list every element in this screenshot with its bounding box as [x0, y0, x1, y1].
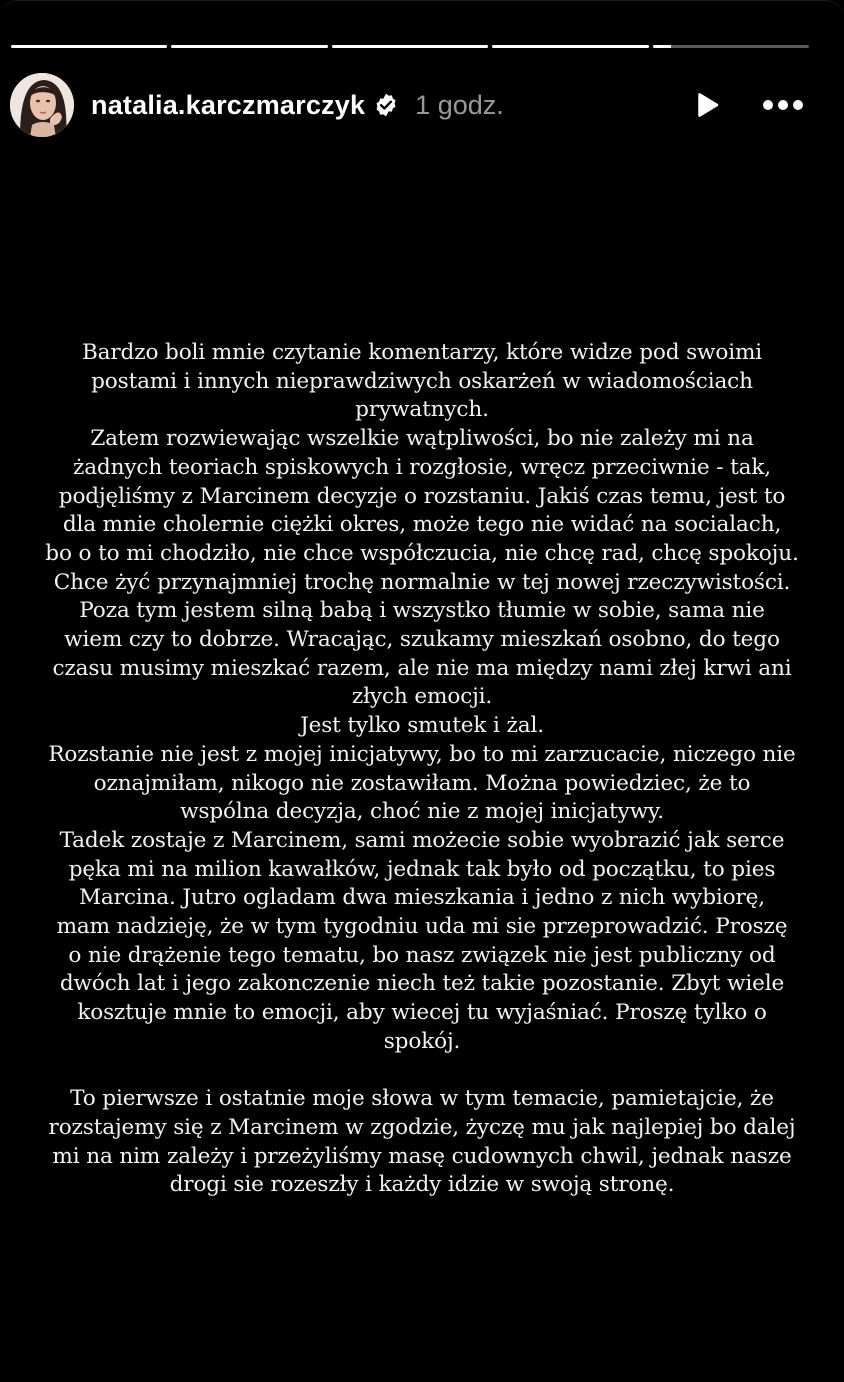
progress-segment: [492, 45, 648, 48]
story-header: [10, 73, 804, 137]
progress-segment-fill: [11, 45, 167, 48]
text-line: Chce żyć przynajmniej trochę normalnie w tej nowej rzeczywistości.: [53, 569, 791, 595]
text-line: pęka mi na milion kawałków, jednak tak było od początku, to pies: [68, 856, 776, 882]
play-icon[interactable]: [692, 90, 722, 120]
text-line: czasu musimy mieszkać razem, ale nie ma między nami złej krwi ani: [52, 655, 792, 681]
text-line: podjęliśmy z Marcinem decyzje o rozstaniu. Jakiś czas temu, jest to: [58, 483, 786, 509]
story-text: [40, 339, 804, 1200]
text-line: mi na nim zależy i przeżyliśmy masę cudownych chwil, jednak nasze: [52, 1143, 792, 1169]
text-line: drogi sie rozeszły i każdy idzie w swoją stronę.: [169, 1172, 675, 1198]
text-line: wiem czy to dobrze. Wracając, szukamy mieszkań osobno, do tego: [64, 627, 780, 653]
progress-segment: [653, 45, 809, 48]
text-line: dwóch lat i jego zakonczenie niech też takie pozostanie. Zbyt wiele: [59, 971, 785, 997]
text-line: rozstajemy się z Marcinem w zgodzie, życzę mu jak najlepiej bo dalej: [48, 1114, 796, 1140]
text-line: To pierwsze i ostatnie moje słowa w tym temacie, pamietajcie, że: [70, 1086, 774, 1112]
text-line: postami i innych nieprawdziwych oskarżeń w wiadomościach: [91, 368, 753, 394]
progress-segment: [332, 45, 488, 48]
story-progress-bar: [11, 45, 809, 49]
progress-segment-fill: [332, 45, 488, 48]
text-line: Poza tym jestem silną babą i wszystko tłumie w sobie, sama nie: [79, 598, 765, 624]
text-line: [40, 1057, 804, 1086]
text-line: żadnych teoriach spiskowych i rozgłosie, wręcz przeciwnie - tak,: [72, 454, 771, 480]
text-line: oznajmiłam, nikogo nie zostawiłam. Można powiedziec, że to: [93, 770, 751, 796]
progress-segment: [171, 45, 327, 48]
text-line: o nie drążenie tego tematu, bo nasz związek nie jest publiczny od: [68, 942, 776, 968]
text-line: Jest tylko smutek i żal.: [300, 713, 544, 739]
verified-badge-icon: [373, 92, 399, 118]
post-time: 1 godz.: [415, 89, 504, 120]
story-controls: [692, 90, 804, 120]
more-horizontal-icon[interactable]: [762, 98, 804, 112]
text-line: spokój.: [383, 1028, 461, 1054]
progress-segment: [11, 45, 167, 48]
profile-avatar[interactable]: [10, 73, 74, 137]
text-line: Marcina. Jutro ogladam dwa mieszkania i jedno z nich wybiorę,: [78, 885, 766, 911]
text-line: Rozstanie nie jest z mojej inicjatywy, bo to mi zarzucacie, niczego nie: [48, 741, 796, 767]
progress-segment-fill: [492, 45, 648, 48]
progress-segment-fill: [653, 45, 672, 48]
text-line: mam nadzieję, że w tym tygodniu uda mi sie przeprowadzić. Proszę: [56, 914, 788, 940]
text-line: prywatnych.: [355, 397, 489, 423]
text-line: kosztuje mnie to emocji, aby wiecej tu wyjaśniać. Proszę tylko o: [77, 1000, 767, 1026]
text-line: złych emocji.: [351, 684, 493, 710]
text-line: bo o to mi chodziło, nie chce współczucia, nie chcę rad, chcę spokoju.: [45, 540, 799, 566]
text-line: Tadek zostaje z Marcinem, sami możecie sobie wyobrazić jak serce: [59, 827, 785, 853]
username[interactable]: natalia.karczmarczyk: [91, 89, 366, 120]
text-line: Zatem rozwiewając wszelkie wątpliwości, bo nie zależy mi na: [90, 426, 754, 452]
text-line: Bardzo boli mnie czytanie komentarzy, które widze pod swoimi: [81, 340, 763, 365]
text-line: dla mnie cholernie ciężki okres, może tego nie widać na socialach,: [62, 512, 782, 538]
text-line: wspólna decyzja, choć nie z mojej inicjatywy.: [180, 799, 664, 825]
progress-segment-fill: [171, 45, 327, 48]
